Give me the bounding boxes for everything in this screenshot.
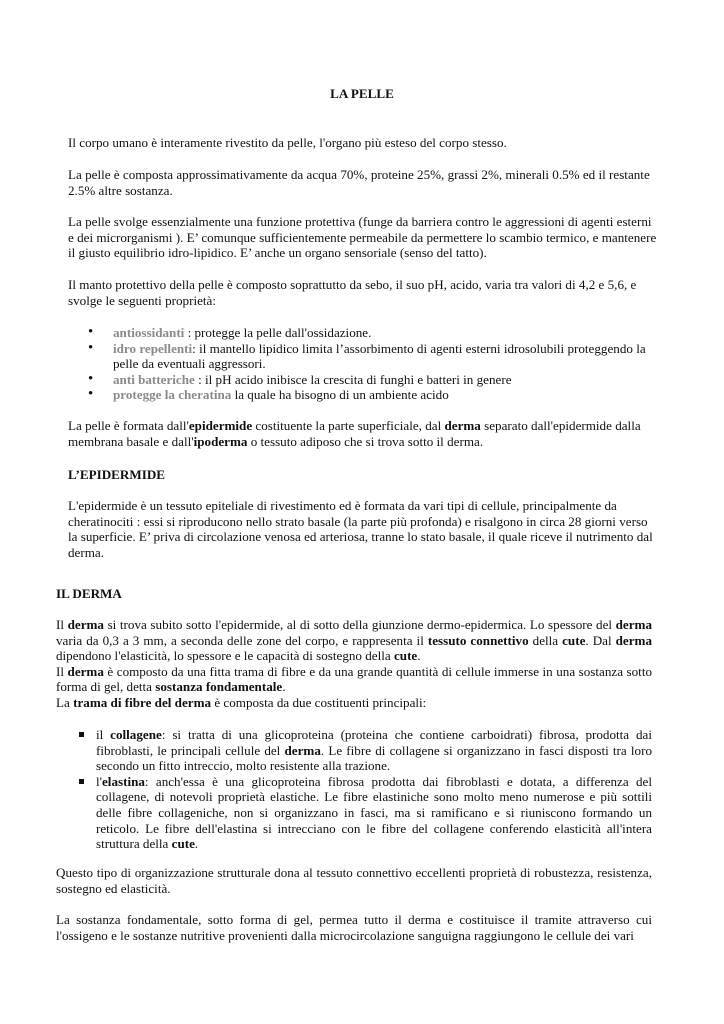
heading-derma: IL DERMA [56,586,122,601]
text-run: costituente la parte superficiale, dal [252,418,445,433]
text-run: il [96,727,111,742]
property-text: : il mantello lipidico limita l’assorbimento di agenti esterni idrosolubili proteggendo la pelle da eventuali aggressori. [113,340,646,372]
text-run: l' [96,773,102,789]
text-run: : anch'essa è una glicoproteina fibrosa prodotta dai fibroblasti e dotata, a differenza del collagene, di notevoli proprietà elastiche. Le fibre elastiniche sono molto meno numerose e più sottili delle fibre collageniche, non si organizzano in fasci, ma si ramificano e si riuniscono formando un reticolo. Le fibre dell'elastina si intrecciano con le fibre del collagene conferendo elasticità all'intera struttura della [96,773,652,852]
list-item [68,372,658,388]
list-item [79,774,652,852]
list-item [68,341,658,372]
term-cute: cute [393,648,418,664]
paragraph-organization: Questo tipo di organizzazione strutturale dona al tessuto connettivo eccellenti proprietà di robustezza, resistenza, sostegno ed elasticità. [56,865,652,896]
term-tessuto-connettivo: tessuto connettivo [427,632,529,648]
paragraph-derma [56,617,652,711]
text-run: è composto da una fitta trama di fibre e da una grande quantità di cellule immerse in una sostanza sotto forma di gel, detta [56,663,652,695]
term-derma: derma [67,663,104,679]
text-run: separato dall'epidermide dalla membrana basale e dall' [68,418,641,449]
property-text: la quale ha bisogno di un ambiente acido [231,387,449,403]
property-text: : il pH acido inibisce la crescita di funghi e batteri in genere [194,371,512,387]
paragraph-protective-mantle: Il manto protettivo della pelle è composto soprattutto da sebo, il suo pH, acido, varia tra valori di 4,2 e 5,6, e svolge le seguenti proprietà: [68,277,637,308]
term-epidermide: epidermide [188,418,253,433]
term-cute: cute [171,836,195,852]
text-run: . [282,679,286,695]
text-run: varia da 0,3 a 3 mm, a seconda delle zone del corpo, e rappresenta il [56,632,428,648]
property-term: anti batteriche [113,371,195,387]
term-trama-di-fibre: trama di fibre del derma [73,694,212,710]
paragraph-function: La pelle svolge essenzialmente una funzione protettiva (funge da barriera contro le aggressioni di agenti esterni e dei microrganismi ). E’ comunque sufficientemente permeabile da permettere lo scambio termico, e mantenere il giusto equilibrio idro-lipidico. E’ anche un organo sensoriale (senso del tatto). [68,214,657,261]
paragraph-epidermide: L'epidermide è un tessuto epiteliale di rivestimento ed è formata da vari tipi di cellule, principalmente da cheratinociti : essi si riproducono nello strato basale (la parte più profonda) e risalgono in circa 28 giorni verso la superficie. E’ priva di circolazione venosa ed arteriosa, tranne lo stato basale, il quale riceve il nutrimento dal derma. [68,498,653,560]
term-derma: derma [615,617,652,632]
text-run: è composta da due costituenti principali: [211,694,427,710]
term-ipoderma: ipoderma [193,433,248,449]
text-run: o tessuto adiposo che si trova sotto il derma. [247,433,484,449]
text-run: . [417,648,421,664]
text-run: si trova subito sotto l'epidermide, al di sotto della giunzione dermo-epidermica. Lo spessore del [103,617,616,632]
properties-list [68,325,658,403]
property-term: antiossidanti [113,325,185,340]
text-run: della [528,632,563,648]
paragraph-intro: Il corpo umano è interamente rivestito da pelle, l'organo più esteso del corpo stesso. [68,135,507,150]
list-item [68,387,658,403]
term-derma: derma [284,742,321,758]
text-run: . [194,836,199,852]
text-run: : si tratta di una glicoproteina (proteina che contiene carboidrati) fibrosa, prodotta dai fibroblasti, le principali cellule del [96,727,652,758]
fibres-list [79,727,652,852]
square-bullet-icon [79,779,84,784]
square-bullet-icon [79,732,84,737]
bullet-icon: • [88,386,94,403]
term-collagene: collagene [110,727,162,742]
list-item [68,325,658,341]
text-run: Il [56,617,68,632]
text-run: . Le fibre di collagene si organizzano in fasci disposti tra loro secondo un fitto intreccio, molto resistente alla trazione. [96,742,652,774]
text-run: dipendono l'elasticità, lo spessore e le capacità di sostegno della [56,648,394,664]
text-run: Il [56,663,68,679]
term-derma: derma [615,632,653,648]
paragraph-ground-substance: La sostanza fondamentale, sotto forma di gel, permea tutto il derma e costituisce il tramite attraverso cui l'ossigeno e le sostanze nutritive provenienti dalla microcircolazione sanguigna raggiungono le cellule dei vari [56,912,652,943]
term-cute: cute [562,632,586,648]
property-text: : protegge la pelle dall'ossidazione. [184,325,372,340]
heading-epidermide: L’EPIDERMIDE [68,467,166,482]
term-sostanza-fondamentale: sostanza fondamentale [155,679,283,695]
property-term: protegge la cheratina [113,387,232,403]
term-derma: derma [67,617,104,632]
text-run: . Dal [585,632,616,648]
page-title: LA PELLE [330,86,394,101]
list-item [79,727,652,774]
bullet-icon: • [88,339,94,356]
bullet-icon: • [88,324,94,340]
property-term: idro repellenti [113,340,193,356]
term-elastina: elastina [102,773,145,789]
text-run: La [56,694,74,710]
term-derma: derma [444,418,481,433]
paragraph-composition: La pelle è composta approssimativamente da acqua 70%, proteine 25%, grassi 2%, minerali 0.5% ed il restante 2.5% altre sostanza. [68,167,650,198]
paragraph-layers [68,418,658,449]
bullet-icon: • [88,370,94,387]
text-run: La pelle è formata dall' [68,418,189,433]
